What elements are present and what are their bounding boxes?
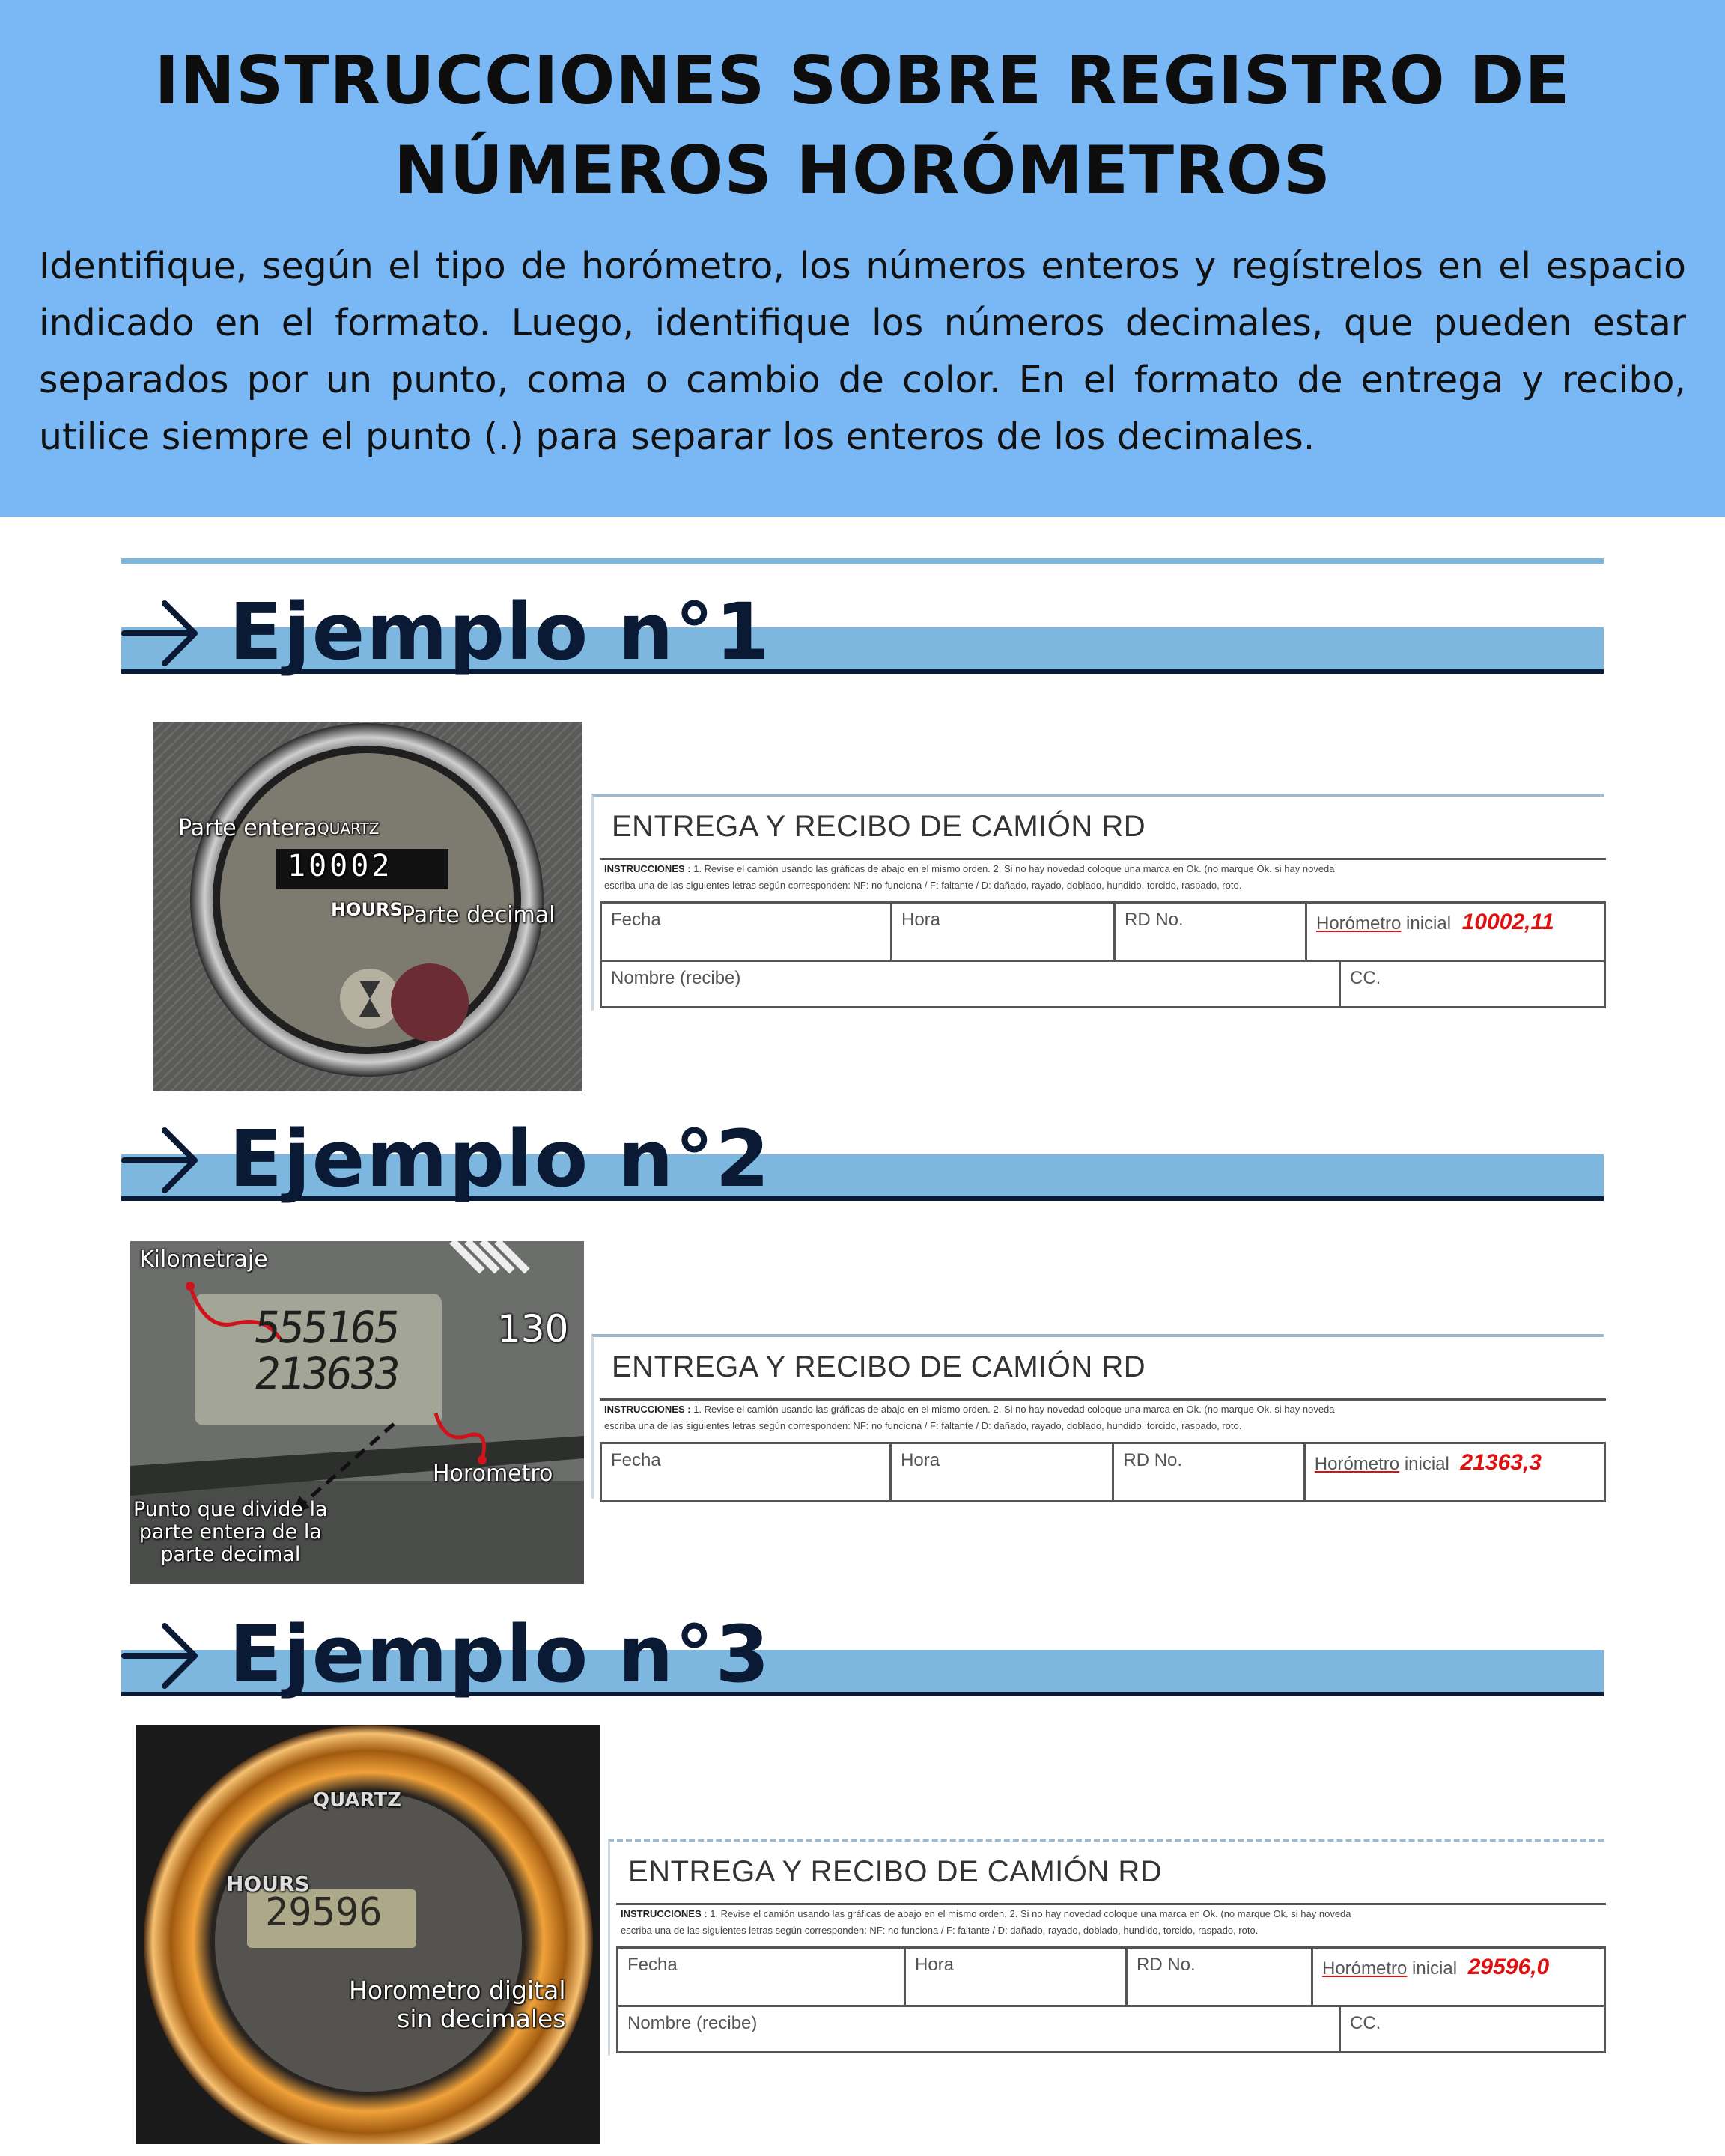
form-row-1 bbox=[601, 1443, 1605, 1502]
instructions-text-1: 1. Revise el camión usando las gráficas de abajo en el mismo orden. 2. Si no hay novedad coloque una marca en Ok. (no marque Ok. si hay noveda bbox=[693, 863, 1335, 874]
callout-punto bbox=[133, 1499, 328, 1566]
example-1-banner bbox=[121, 586, 1604, 681]
gauge-brand: QUARTZ bbox=[313, 1789, 401, 1812]
form-row-2 bbox=[601, 961, 1605, 1008]
form-table bbox=[616, 1946, 1606, 2053]
callout-punto-line-1: Punto que divide la bbox=[133, 1498, 328, 1521]
example-3-banner bbox=[121, 1609, 1604, 1704]
horometro-label: Horómetro bbox=[1322, 1958, 1408, 1979]
lcd-digits: 29596 bbox=[265, 1890, 383, 1935]
speed-label: 130 bbox=[497, 1307, 569, 1350]
horometro-field[interactable] bbox=[1304, 1443, 1604, 1502]
title-line-2: NÚMEROS HORÓMETROS bbox=[393, 132, 1332, 209]
lcd-top: 555165 bbox=[251, 1302, 402, 1353]
horometro-label: Horómetro bbox=[1314, 1454, 1400, 1474]
header-banner bbox=[0, 0, 1725, 517]
form-title: ENTREGA Y RECIBO DE CAMIÓN RD bbox=[628, 1855, 1163, 1888]
hora-field[interactable]: Hora bbox=[891, 1443, 1113, 1502]
example-1-form bbox=[591, 794, 1604, 1011]
example-2-title: Ejemplo n°2 bbox=[229, 1113, 771, 1205]
horometro-value: 29596,0 bbox=[1467, 1955, 1550, 1979]
example-3-title: Ejemplo n°3 bbox=[229, 1609, 771, 1700]
lcd-bottom: 213633 bbox=[251, 1348, 402, 1399]
callout-horometro-digital bbox=[349, 1976, 566, 2033]
form-title-rule bbox=[600, 858, 1606, 860]
callout-line-2: sin decimales bbox=[397, 2004, 566, 2033]
inicial-label: inicial bbox=[1412, 1958, 1458, 1979]
inicial-label: inicial bbox=[1406, 913, 1452, 934]
rd-field[interactable]: RD No. bbox=[1115, 903, 1306, 961]
form-row-2 bbox=[618, 2006, 1605, 2053]
fecha-field[interactable]: Fecha bbox=[601, 903, 892, 961]
instructions-text-2: escriba una de las siguientes letras según corresponden: NF: no funciona / F: faltante / D: dañado, rayado, doblado, hundido, torcido, raspado, roto. bbox=[604, 880, 1242, 891]
gauge-unit: HOURS bbox=[226, 1872, 310, 1896]
form-title: ENTREGA Y RECIBO DE CAMIÓN RD bbox=[612, 810, 1146, 843]
fecha-field[interactable]: Fecha bbox=[601, 1443, 891, 1502]
fecha-field[interactable]: Fecha bbox=[618, 1948, 905, 2006]
cc-field[interactable]: CC. bbox=[1340, 2006, 1605, 2053]
horometro-field[interactable] bbox=[1312, 1948, 1605, 2006]
form-instructions bbox=[604, 861, 1607, 894]
example-2-photo bbox=[130, 1241, 584, 1584]
hora-field[interactable]: Hora bbox=[905, 1948, 1127, 2006]
gauge-unit: HOURS bbox=[331, 899, 403, 920]
form-title-rule bbox=[616, 1903, 1606, 1905]
instructions-line-1 bbox=[604, 1401, 1607, 1418]
example-2-form bbox=[591, 1334, 1604, 1499]
intro-paragraph: Identifique, según el tipo de horómetro, los números enteros y regístrelos en el espacio indicado en el formato. Luego, identifique los números decimales, que pueden estar separados por un punto, coma o cambio de color. En el formato de entrega y recibo, utilice siempre el punto (.) para separar los enteros de los decimales. bbox=[39, 245, 1686, 458]
form-row-1 bbox=[618, 1948, 1605, 2006]
horometro-label: Horómetro bbox=[1316, 913, 1402, 934]
example-1-photo bbox=[153, 722, 582, 1091]
form-instructions bbox=[604, 1401, 1607, 1434]
instructions-lead: INSTRUCCIONES : bbox=[604, 1404, 691, 1415]
callout-kilometraje: Kilometraje bbox=[139, 1246, 268, 1273]
callout-punto-line-2: parte entera de la bbox=[139, 1520, 322, 1544]
form-title: ENTREGA Y RECIBO DE CAMIÓN RD bbox=[612, 1350, 1146, 1383]
callout-horometro: Horometro bbox=[433, 1461, 553, 1487]
form-title-rule bbox=[600, 1398, 1606, 1401]
rd-field[interactable]: RD No. bbox=[1113, 1443, 1304, 1502]
horometro-field[interactable] bbox=[1306, 903, 1605, 961]
gauge-brand: QUARTZ bbox=[317, 820, 380, 838]
arrow-right-icon bbox=[121, 591, 204, 674]
callout-punto-line-3: parte decimal bbox=[160, 1543, 301, 1566]
example-1-title: Ejemplo n°1 bbox=[229, 586, 771, 677]
form-row-1 bbox=[601, 903, 1605, 961]
arrow-right-icon bbox=[121, 1614, 204, 1696]
example-2-banner bbox=[121, 1113, 1604, 1208]
example-3-form bbox=[608, 1839, 1604, 2056]
top-divider bbox=[121, 558, 1604, 564]
form-table bbox=[600, 1442, 1606, 1502]
callout-parte-entera: Parte entera bbox=[178, 815, 317, 841]
horometro-value: 21363,3 bbox=[1460, 1450, 1542, 1475]
page-title bbox=[60, 36, 1665, 216]
example-3-photo bbox=[136, 1725, 600, 2144]
title-line-1: INSTRUCCIONES SOBRE REGISTRO DE bbox=[154, 42, 1571, 119]
hora-field[interactable]: Hora bbox=[892, 903, 1115, 961]
rd-field[interactable]: RD No. bbox=[1127, 1948, 1312, 2006]
form-instructions bbox=[621, 1906, 1607, 1939]
instructions-lead: INSTRUCCIONES : bbox=[604, 863, 691, 874]
instructions-text-1: 1. Revise el camión usando las gráficas de abajo en el mismo orden. 2. Si no hay novedad coloque una marca en Ok. (no marque Ok. si hay noveda bbox=[693, 1404, 1335, 1415]
instructions-line-1 bbox=[621, 1906, 1607, 1922]
callout-parte-decimal: Parte decimal bbox=[401, 902, 556, 928]
cc-field[interactable]: CC. bbox=[1340, 961, 1605, 1008]
instructions-lead: INSTRUCCIONES : bbox=[621, 1908, 708, 1919]
instructions-line-1 bbox=[604, 861, 1607, 877]
instructions-text-1: 1. Revise el camión usando las gráficas de abajo en el mismo orden. 2. Si no hay novedad coloque una marca en Ok. (no marque Ok. si hay noveda bbox=[710, 1908, 1351, 1919]
instructions-text-2: escriba una de las siguientes letras según corresponden: NF: no funciona / F: faltante / D: dañado, rayado, doblado, hundido, torcido, raspado, roto. bbox=[604, 1420, 1242, 1431]
instructions-text-2: escriba una de las siguientes letras según corresponden: NF: no funciona / F: faltante / D: dañado, rayado, doblado, hundido, torcido, raspado, roto. bbox=[621, 1925, 1259, 1936]
nombre-field[interactable]: Nombre (recibe) bbox=[601, 961, 1340, 1008]
form-table bbox=[600, 901, 1606, 1008]
horometro-value: 10002,11 bbox=[1461, 910, 1554, 934]
callout-line-1: Horometro digital bbox=[349, 1976, 566, 2005]
arrow-right-icon bbox=[121, 1118, 204, 1201]
gauge-digits: 10002 bbox=[288, 849, 393, 883]
nombre-field[interactable]: Nombre (recibe) bbox=[618, 2006, 1340, 2053]
inicial-label: inicial bbox=[1404, 1454, 1449, 1474]
